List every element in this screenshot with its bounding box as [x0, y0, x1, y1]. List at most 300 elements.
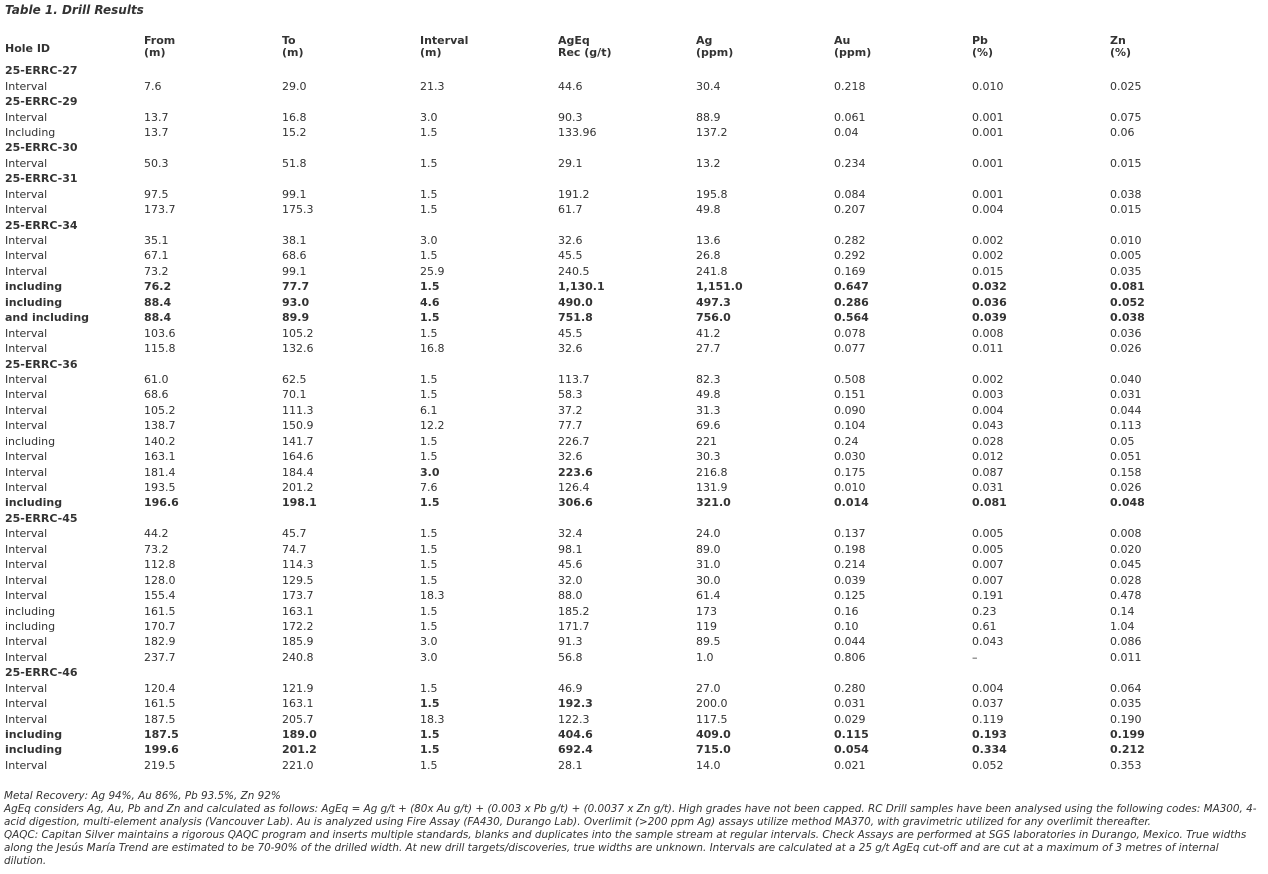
- cell-from: 237.7: [144, 650, 176, 664]
- cell-hole-id: Interval: [5, 372, 48, 386]
- cell-pb: 0.015: [972, 264, 1004, 278]
- table-row: [5, 588, 1263, 603]
- cell-au: 0.806: [834, 650, 866, 664]
- cell-au: 0.175: [834, 465, 866, 479]
- column-header-zn: [1110, 35, 1263, 63]
- cell-interval: 1.5: [420, 681, 438, 695]
- footnote-qaqc: QAQC: Capitan Silver maintains a rigorous QAQC program and inserts multiple standards, blanks and duplicates into the sample stream at regular intervals. Check Assays are performed at SGS laboratories in Durango, Mexico. True widths along the Jesús María Trend are estimated to be 70-90% of the drilled width. At new drill targets/discoveries, true widths are unknown. Intervals are calculated at a 25 g/t AgEq cut-off and are cut at a maximum of 3 metres of internal dilution.: [4, 829, 1247, 867]
- column-header-hole-id: [5, 35, 144, 63]
- cell-au: 0.077: [834, 342, 866, 356]
- cell-from: 73.2: [144, 264, 169, 278]
- cell-ag: 31.0: [696, 558, 721, 572]
- cell-to: 89.9: [282, 311, 310, 325]
- cell-from: 187.5: [144, 712, 176, 726]
- table-row: [5, 341, 1263, 356]
- cell-ageq: 91.3: [558, 635, 583, 649]
- cell-interval: 3.0: [420, 234, 438, 248]
- hole-group-row: [5, 63, 1263, 78]
- cell-interval: 16.8: [420, 342, 445, 356]
- cell-ag: 173: [696, 604, 717, 618]
- cell-interval: 1.5: [420, 573, 438, 587]
- cell-ageq: 32.6: [558, 450, 583, 464]
- cell-ageq: 46.9: [558, 681, 583, 695]
- cell-ag: 195.8: [696, 187, 728, 201]
- cell-ageq: 240.5: [558, 264, 590, 278]
- cell-to: 205.7: [282, 712, 314, 726]
- footnote-recovery: Metal Recovery: Ag 94%, Au 86%, Pb 93.5%, Zn 92%: [4, 790, 281, 802]
- cell-pb: 0.002: [972, 234, 1004, 248]
- cell-hole-id: Interval: [5, 481, 48, 495]
- cell-zn: 0.353: [1110, 758, 1142, 772]
- cell-to: 29.0: [282, 79, 307, 93]
- cell-to: 201.2: [282, 743, 317, 757]
- column-header-unit: Rec (g/t): [558, 46, 612, 59]
- cell-to: 164.6: [282, 450, 314, 464]
- column-header-unit: (ppm): [696, 46, 734, 59]
- cell-au: 0.508: [834, 372, 866, 386]
- cell-pb: 0.001: [972, 110, 1004, 124]
- column-header-unit: (m): [282, 46, 304, 59]
- cell-ageq: 171.7: [558, 619, 590, 633]
- cell-zn: 0.081: [1110, 280, 1145, 294]
- cell-ag: 26.8: [696, 249, 721, 263]
- table-row: [5, 279, 1263, 294]
- cell-to: 221.0: [282, 758, 314, 772]
- cell-zn: 0.052: [1110, 295, 1145, 309]
- cell-pb: 0.028: [972, 434, 1004, 448]
- cell-from: 140.2: [144, 434, 176, 448]
- cell-to: 16.8: [282, 110, 307, 124]
- table-row: [5, 248, 1263, 263]
- cell-interval: 1.5: [420, 619, 438, 633]
- table-row: [5, 495, 1263, 510]
- cell-au: 0.214: [834, 558, 866, 572]
- column-header-line: To: [282, 34, 296, 47]
- column-header-line: Interval: [420, 34, 469, 47]
- cell-au: 0.286: [834, 295, 869, 309]
- cell-au: 0.169: [834, 264, 866, 278]
- cell-ageq: 44.6: [558, 79, 583, 93]
- column-header-line: Ag: [696, 34, 713, 47]
- cell-hole-id: Interval: [5, 758, 48, 772]
- cell-hole-id: and including: [5, 311, 90, 325]
- cell-ag: 24.0: [696, 527, 721, 541]
- cell-to: 70.1: [282, 388, 307, 402]
- cell-zn: 0.113: [1110, 419, 1142, 433]
- cell-ageq: 404.6: [558, 728, 593, 742]
- cell-ag: 89.0: [696, 542, 721, 556]
- cell-ag: 30.3: [696, 450, 721, 464]
- cell-au: 0.292: [834, 249, 866, 263]
- cell-pb: 0.004: [972, 203, 1004, 217]
- cell-hole-id: Interval: [5, 156, 48, 170]
- cell-to: 163.1: [282, 697, 314, 711]
- cell-to: 121.9: [282, 681, 314, 695]
- cell-from: 182.9: [144, 635, 176, 649]
- cell-au: 0.029: [834, 712, 866, 726]
- cell-pb: 0.001: [972, 156, 1004, 170]
- cell-to: 175.3: [282, 203, 314, 217]
- cell-to: 93.0: [282, 295, 310, 309]
- cell-from: 115.8: [144, 342, 176, 356]
- cell-zn: 0.011: [1110, 650, 1142, 664]
- cell-interval: 1.5: [420, 187, 438, 201]
- cell-au: 0.647: [834, 280, 869, 294]
- cell-au: 0.10: [834, 619, 859, 633]
- hole-id-label: 25-ERRC-34: [5, 218, 78, 232]
- cell-hole-id: Interval: [5, 681, 48, 695]
- cell-au: 0.039: [834, 573, 866, 587]
- cell-interval: 12.2: [420, 419, 445, 433]
- hole-id-label: 25-ERRC-27: [5, 64, 78, 78]
- cell-ag: 61.4: [696, 589, 721, 603]
- cell-interval: 1.5: [420, 604, 438, 618]
- hole-id-label: 25-ERRC-45: [5, 511, 78, 525]
- cell-interval: 1.5: [420, 743, 440, 757]
- footnote-agEq: AgEq considers Ag, Au, Pb and Zn and calculated as follows: AgEq = Ag g/t + (80x Au g/t) + (0.003 x Pb g/t) + (0.0037 x Zn g/t). High grades have not been capped. RC Drill samples have been analysed using the following codes: MA300, 4-acid digestion, multi-element analysis (Vancouver Lab). Au is analyzed using Fire Assay (FA430, Durango Lab). Overlimit (>200 ppm Ag) assays utilize method MA370, with gravimetric utilized for any overlimit thereafter.: [4, 803, 1257, 828]
- cell-zn: 0.05: [1110, 434, 1135, 448]
- cell-from: 199.6: [144, 743, 179, 757]
- hole-id-label: 25-ERRC-36: [5, 357, 78, 371]
- cell-to: 201.2: [282, 481, 314, 495]
- table-caption: Table 1. Drill Results: [5, 3, 144, 17]
- cell-ageq: 226.7: [558, 434, 590, 448]
- cell-from: 187.5: [144, 728, 179, 742]
- cell-from: 161.5: [144, 604, 176, 618]
- cell-from: 155.4: [144, 589, 176, 603]
- cell-interval: 1.5: [420, 450, 438, 464]
- cell-ag: 221: [696, 434, 717, 448]
- cell-zn: 0.086: [1110, 635, 1142, 649]
- cell-to: 51.8: [282, 156, 307, 170]
- cell-pb: 0.003: [972, 388, 1004, 402]
- table-header-row: [5, 35, 1263, 63]
- cell-zn: 0.038: [1110, 187, 1142, 201]
- column-header-line: AgEq: [558, 34, 590, 47]
- cell-ag: 216.8: [696, 465, 728, 479]
- hole-group-row: [5, 356, 1263, 371]
- cell-interval: 1.5: [420, 203, 438, 217]
- cell-au: 0.090: [834, 403, 866, 417]
- cell-interval: 1.5: [420, 249, 438, 263]
- cell-zn: 0.031: [1110, 388, 1142, 402]
- cell-ag: 27.0: [696, 681, 721, 695]
- cell-ageq: 58.3: [558, 388, 583, 402]
- cell-pb: 0.005: [972, 542, 1004, 556]
- hole-group-row: [5, 171, 1263, 186]
- cell-to: 132.6: [282, 342, 314, 356]
- column-header-ageq: [558, 35, 696, 63]
- cell-ag: 409.0: [696, 728, 731, 742]
- table-row: [5, 125, 1263, 140]
- column-header-line: Au: [834, 34, 851, 47]
- cell-hole-id: including: [5, 295, 63, 309]
- cell-interval: 1.5: [420, 558, 438, 572]
- table-row: [5, 78, 1263, 93]
- column-header-unit: (m): [420, 46, 442, 59]
- cell-interval: 3.0: [420, 650, 438, 664]
- table-row: [5, 156, 1263, 171]
- cell-ag: 30.0: [696, 573, 721, 587]
- column-header-au: [834, 35, 972, 63]
- cell-ag: 13.2: [696, 156, 721, 170]
- cell-ageq: 77.7: [558, 419, 583, 433]
- cell-au: 0.010: [834, 481, 866, 495]
- cell-ageq: 45.5: [558, 249, 583, 263]
- cell-ag: 715.0: [696, 743, 731, 757]
- column-header-unit: (%): [1110, 46, 1132, 59]
- cell-ageq: 45.5: [558, 326, 583, 340]
- cell-zn: 0.026: [1110, 342, 1142, 356]
- cell-interval: 21.3: [420, 79, 445, 93]
- cell-zn: 0.015: [1110, 156, 1142, 170]
- cell-to: 189.0: [282, 728, 317, 742]
- cell-to: 111.3: [282, 403, 314, 417]
- cell-to: 105.2: [282, 326, 314, 340]
- cell-interval: 18.3: [420, 712, 445, 726]
- table-row: [5, 325, 1263, 340]
- cell-interval: 25.9: [420, 264, 445, 278]
- cell-hole-id: including: [5, 619, 56, 633]
- column-header-pb: [972, 35, 1110, 63]
- cell-hole-id: including: [5, 280, 63, 294]
- cell-pb: 0.039: [972, 311, 1007, 325]
- cell-ag: 41.2: [696, 326, 721, 340]
- cell-ageq: 692.4: [558, 743, 593, 757]
- cell-from: 161.5: [144, 697, 176, 711]
- cell-from: 112.8: [144, 558, 176, 572]
- table-row: [5, 727, 1263, 742]
- cell-interval: 1.5: [420, 280, 440, 294]
- cell-interval: 3.0: [420, 635, 438, 649]
- table-row: [5, 372, 1263, 387]
- cell-pb: 0.052: [972, 758, 1004, 772]
- cell-au: 0.24: [834, 434, 859, 448]
- cell-interval: 1.5: [420, 542, 438, 556]
- cell-pb: 0.002: [972, 372, 1004, 386]
- table-row: [5, 434, 1263, 449]
- hole-group-row: [5, 140, 1263, 155]
- cell-hole-id: including: [5, 743, 63, 757]
- cell-hole-id: Interval: [5, 342, 48, 356]
- hole-id-label: 25-ERRC-30: [5, 141, 78, 155]
- cell-from: 67.1: [144, 249, 169, 263]
- cell-ag: 30.4: [696, 79, 721, 93]
- table-row: [5, 603, 1263, 618]
- cell-ageq: 113.7: [558, 372, 590, 386]
- cell-au: 0.014: [834, 496, 869, 510]
- table-row: [5, 233, 1263, 248]
- cell-au: 0.564: [834, 311, 869, 325]
- cell-from: 13.7: [144, 125, 169, 139]
- cell-from: 138.7: [144, 419, 176, 433]
- cell-ag: 117.5: [696, 712, 728, 726]
- cell-from: 13.7: [144, 110, 169, 124]
- table-row: [5, 696, 1263, 711]
- cell-zn: 0.044: [1110, 403, 1142, 417]
- cell-zn: 0.015: [1110, 203, 1142, 217]
- table-row: [5, 464, 1263, 479]
- cell-ageq: 61.7: [558, 203, 583, 217]
- table-row: [5, 650, 1263, 665]
- column-header-to: [282, 35, 420, 63]
- column-header-line: From: [144, 34, 176, 47]
- cell-zn: 1.04: [1110, 619, 1135, 633]
- cell-zn: 0.199: [1110, 728, 1145, 742]
- cell-zn: 0.020: [1110, 542, 1142, 556]
- cell-ageq: 37.2: [558, 403, 583, 417]
- cell-au: 0.198: [834, 542, 866, 556]
- cell-zn: 0.040: [1110, 372, 1142, 386]
- cell-ageq: 490.0: [558, 295, 593, 309]
- cell-hole-id: Interval: [5, 326, 48, 340]
- cell-zn: 0.212: [1110, 743, 1145, 757]
- cell-pb: 0.61: [972, 619, 997, 633]
- hole-id-label: 25-ERRC-31: [5, 172, 78, 186]
- cell-pb: 0.007: [972, 573, 1004, 587]
- cell-pb: 0.032: [972, 280, 1007, 294]
- column-header-line: Hole ID: [5, 42, 51, 55]
- cell-pb: 0.008: [972, 326, 1004, 340]
- cell-au: 0.021: [834, 758, 866, 772]
- cell-zn: 0.025: [1110, 79, 1142, 93]
- cell-to: 15.2: [282, 125, 307, 139]
- cell-ageq: 90.3: [558, 110, 583, 124]
- cell-to: 38.1: [282, 234, 307, 248]
- table-row: [5, 418, 1263, 433]
- cell-ag: 1.0: [696, 650, 714, 664]
- column-header-interval: [420, 35, 558, 63]
- cell-hole-id: Interval: [5, 419, 48, 433]
- cell-ag: 82.3: [696, 372, 721, 386]
- hole-group-row: [5, 511, 1263, 526]
- cell-zn: 0.010: [1110, 234, 1142, 248]
- cell-ageq: 126.4: [558, 481, 590, 495]
- column-header-unit: (ppm): [834, 46, 872, 59]
- cell-ag: 31.3: [696, 403, 721, 417]
- table-row: [5, 187, 1263, 202]
- cell-hole-id: Interval: [5, 450, 48, 464]
- cell-interval: 1.5: [420, 388, 438, 402]
- cell-ageq: 32.0: [558, 573, 583, 587]
- cell-interval: 4.6: [420, 295, 440, 309]
- table-row: [5, 681, 1263, 696]
- cell-au: 0.061: [834, 110, 866, 124]
- hole-group-row: [5, 217, 1263, 232]
- cell-ageq: 45.6: [558, 558, 583, 572]
- cell-interval: 7.6: [420, 481, 438, 495]
- cell-pb: 0.002: [972, 249, 1004, 263]
- cell-to: 129.5: [282, 573, 314, 587]
- cell-au: 0.084: [834, 187, 866, 201]
- cell-hole-id: Interval: [5, 403, 48, 417]
- table-row: [5, 526, 1263, 541]
- cell-from: 170.7: [144, 619, 176, 633]
- cell-from: 73.2: [144, 542, 169, 556]
- column-header-unit: (%): [972, 46, 994, 59]
- cell-zn: 0.045: [1110, 558, 1142, 572]
- cell-ageq: 751.8: [558, 311, 593, 325]
- cell-hole-id: Interval: [5, 573, 48, 587]
- cell-au: 0.151: [834, 388, 866, 402]
- cell-hole-id: including: [5, 496, 63, 510]
- cell-zn: 0.075: [1110, 110, 1142, 124]
- table-row: [5, 542, 1263, 557]
- cell-interval: 1.5: [420, 311, 440, 325]
- cell-to: 163.1: [282, 604, 314, 618]
- cell-from: 35.1: [144, 234, 169, 248]
- cell-ageq: 192.3: [558, 697, 593, 711]
- cell-ag: 27.7: [696, 342, 721, 356]
- column-header-line: Zn: [1110, 34, 1126, 47]
- cell-interval: 18.3: [420, 589, 445, 603]
- cell-ageq: 56.8: [558, 650, 583, 664]
- drill-results-table: [5, 35, 1263, 773]
- cell-pb: 0.031: [972, 481, 1004, 495]
- cell-zn: 0.036: [1110, 326, 1142, 340]
- drill-results-page: [5, 2, 1263, 773]
- cell-ag: 241.8: [696, 264, 728, 278]
- table-row: [5, 480, 1263, 495]
- cell-ageq: 98.1: [558, 542, 583, 556]
- cell-ageq: 191.2: [558, 187, 590, 201]
- cell-from: 61.0: [144, 372, 169, 386]
- cell-au: 0.125: [834, 589, 866, 603]
- cell-interval: 1.5: [420, 697, 440, 711]
- cell-zn: 0.035: [1110, 264, 1142, 278]
- cell-zn: 0.14: [1110, 604, 1135, 618]
- cell-to: 198.1: [282, 496, 317, 510]
- table-body: [5, 63, 1263, 773]
- cell-au: 0.030: [834, 450, 866, 464]
- cell-ag: 137.2: [696, 125, 728, 139]
- cell-pb: 0.193: [972, 728, 1007, 742]
- cell-interval: 3.0: [420, 465, 440, 479]
- cell-to: 173.7: [282, 589, 314, 603]
- cell-zn: 0.026: [1110, 481, 1142, 495]
- cell-to: 184.4: [282, 465, 314, 479]
- cell-to: 150.9: [282, 419, 314, 433]
- cell-pb: 0.037: [972, 697, 1004, 711]
- table-row: [5, 758, 1263, 773]
- cell-pb: 0.011: [972, 342, 1004, 356]
- cell-ag: 321.0: [696, 496, 731, 510]
- cell-interval: 1.5: [420, 156, 438, 170]
- cell-pb: 0.007: [972, 558, 1004, 572]
- cell-hole-id: Interval: [5, 558, 48, 572]
- cell-zn: 0.064: [1110, 681, 1142, 695]
- cell-ag: 88.9: [696, 110, 721, 124]
- cell-from: 120.4: [144, 681, 176, 695]
- cell-ageq: 32.6: [558, 342, 583, 356]
- cell-from: 196.6: [144, 496, 179, 510]
- table-row: [5, 572, 1263, 587]
- cell-to: 172.2: [282, 619, 314, 633]
- cell-au: 0.115: [834, 728, 869, 742]
- cell-ageq: 223.6: [558, 465, 593, 479]
- table-row: [5, 264, 1263, 279]
- table-row: [5, 387, 1263, 402]
- cell-from: 103.6: [144, 326, 176, 340]
- cell-from: 105.2: [144, 403, 176, 417]
- table-row: [5, 634, 1263, 649]
- cell-to: 99.1: [282, 264, 307, 278]
- table-row: [5, 557, 1263, 572]
- cell-au: 0.282: [834, 234, 866, 248]
- cell-ageq: 29.1: [558, 156, 583, 170]
- cell-interval: 1.5: [420, 326, 438, 340]
- cell-ag: 200.0: [696, 697, 728, 711]
